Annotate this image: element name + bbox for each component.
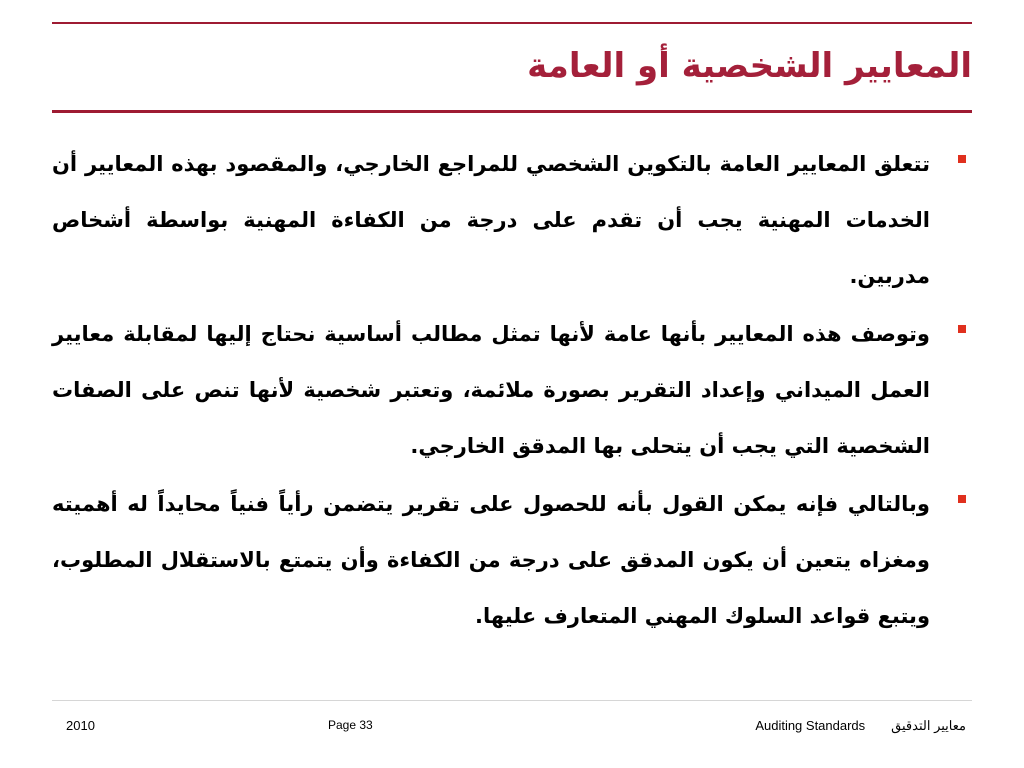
footer-course-arabic: معايير التدقيق xyxy=(891,718,966,733)
slide-content xyxy=(52,136,972,646)
slide-title: المعايير الشخصية أو العامة xyxy=(527,46,972,86)
bullet-item xyxy=(52,476,972,644)
square-bullet-icon xyxy=(958,495,966,503)
footer-divider xyxy=(52,700,972,701)
footer-course-english: Auditing Standards xyxy=(755,718,866,733)
bullet-text: تتعلق المعايير العامة بالتكوين الشخصي للمراجع الخارجي، والمقصود بهذه المعايير أن الخدمات المهنية يجب أن تقدم على درجة من الكفاءة المهنية بواسطة أشخاص مدربين. xyxy=(52,152,930,288)
top-divider xyxy=(52,22,972,24)
bullet-item xyxy=(52,306,972,474)
footer-course xyxy=(755,718,966,734)
bullet-text: وبالتالي فإنه يمكن القول بأنه للحصول على تقرير يتضمن رأياً فنياً محايداً له أهميته ومغزاه يتعين أن يكون المدقق على درجة من الكفاءة وأن يتمتع بالاستقلال المطلوب، ويتبع قواعد السلوك المهني المتعارف عليها. xyxy=(52,492,930,628)
footer-year: 2010 xyxy=(66,718,95,733)
square-bullet-icon xyxy=(958,155,966,163)
title-divider xyxy=(52,110,972,113)
footer-page-number: Page 33 xyxy=(328,718,373,732)
bullet-text: وتوصف هذه المعايير بأنها عامة لأنها تمثل مطالب أساسية نحتاج إليها لمقابلة معايير العمل الميداني وإعداد التقرير بصورة ملائمة، وتعتبر شخصية لأنها تنص على الصفات الشخصية التي يجب أن يتحلى بها المدقق الخارجي. xyxy=(52,322,930,458)
bullet-item xyxy=(52,136,972,304)
square-bullet-icon xyxy=(958,325,966,333)
